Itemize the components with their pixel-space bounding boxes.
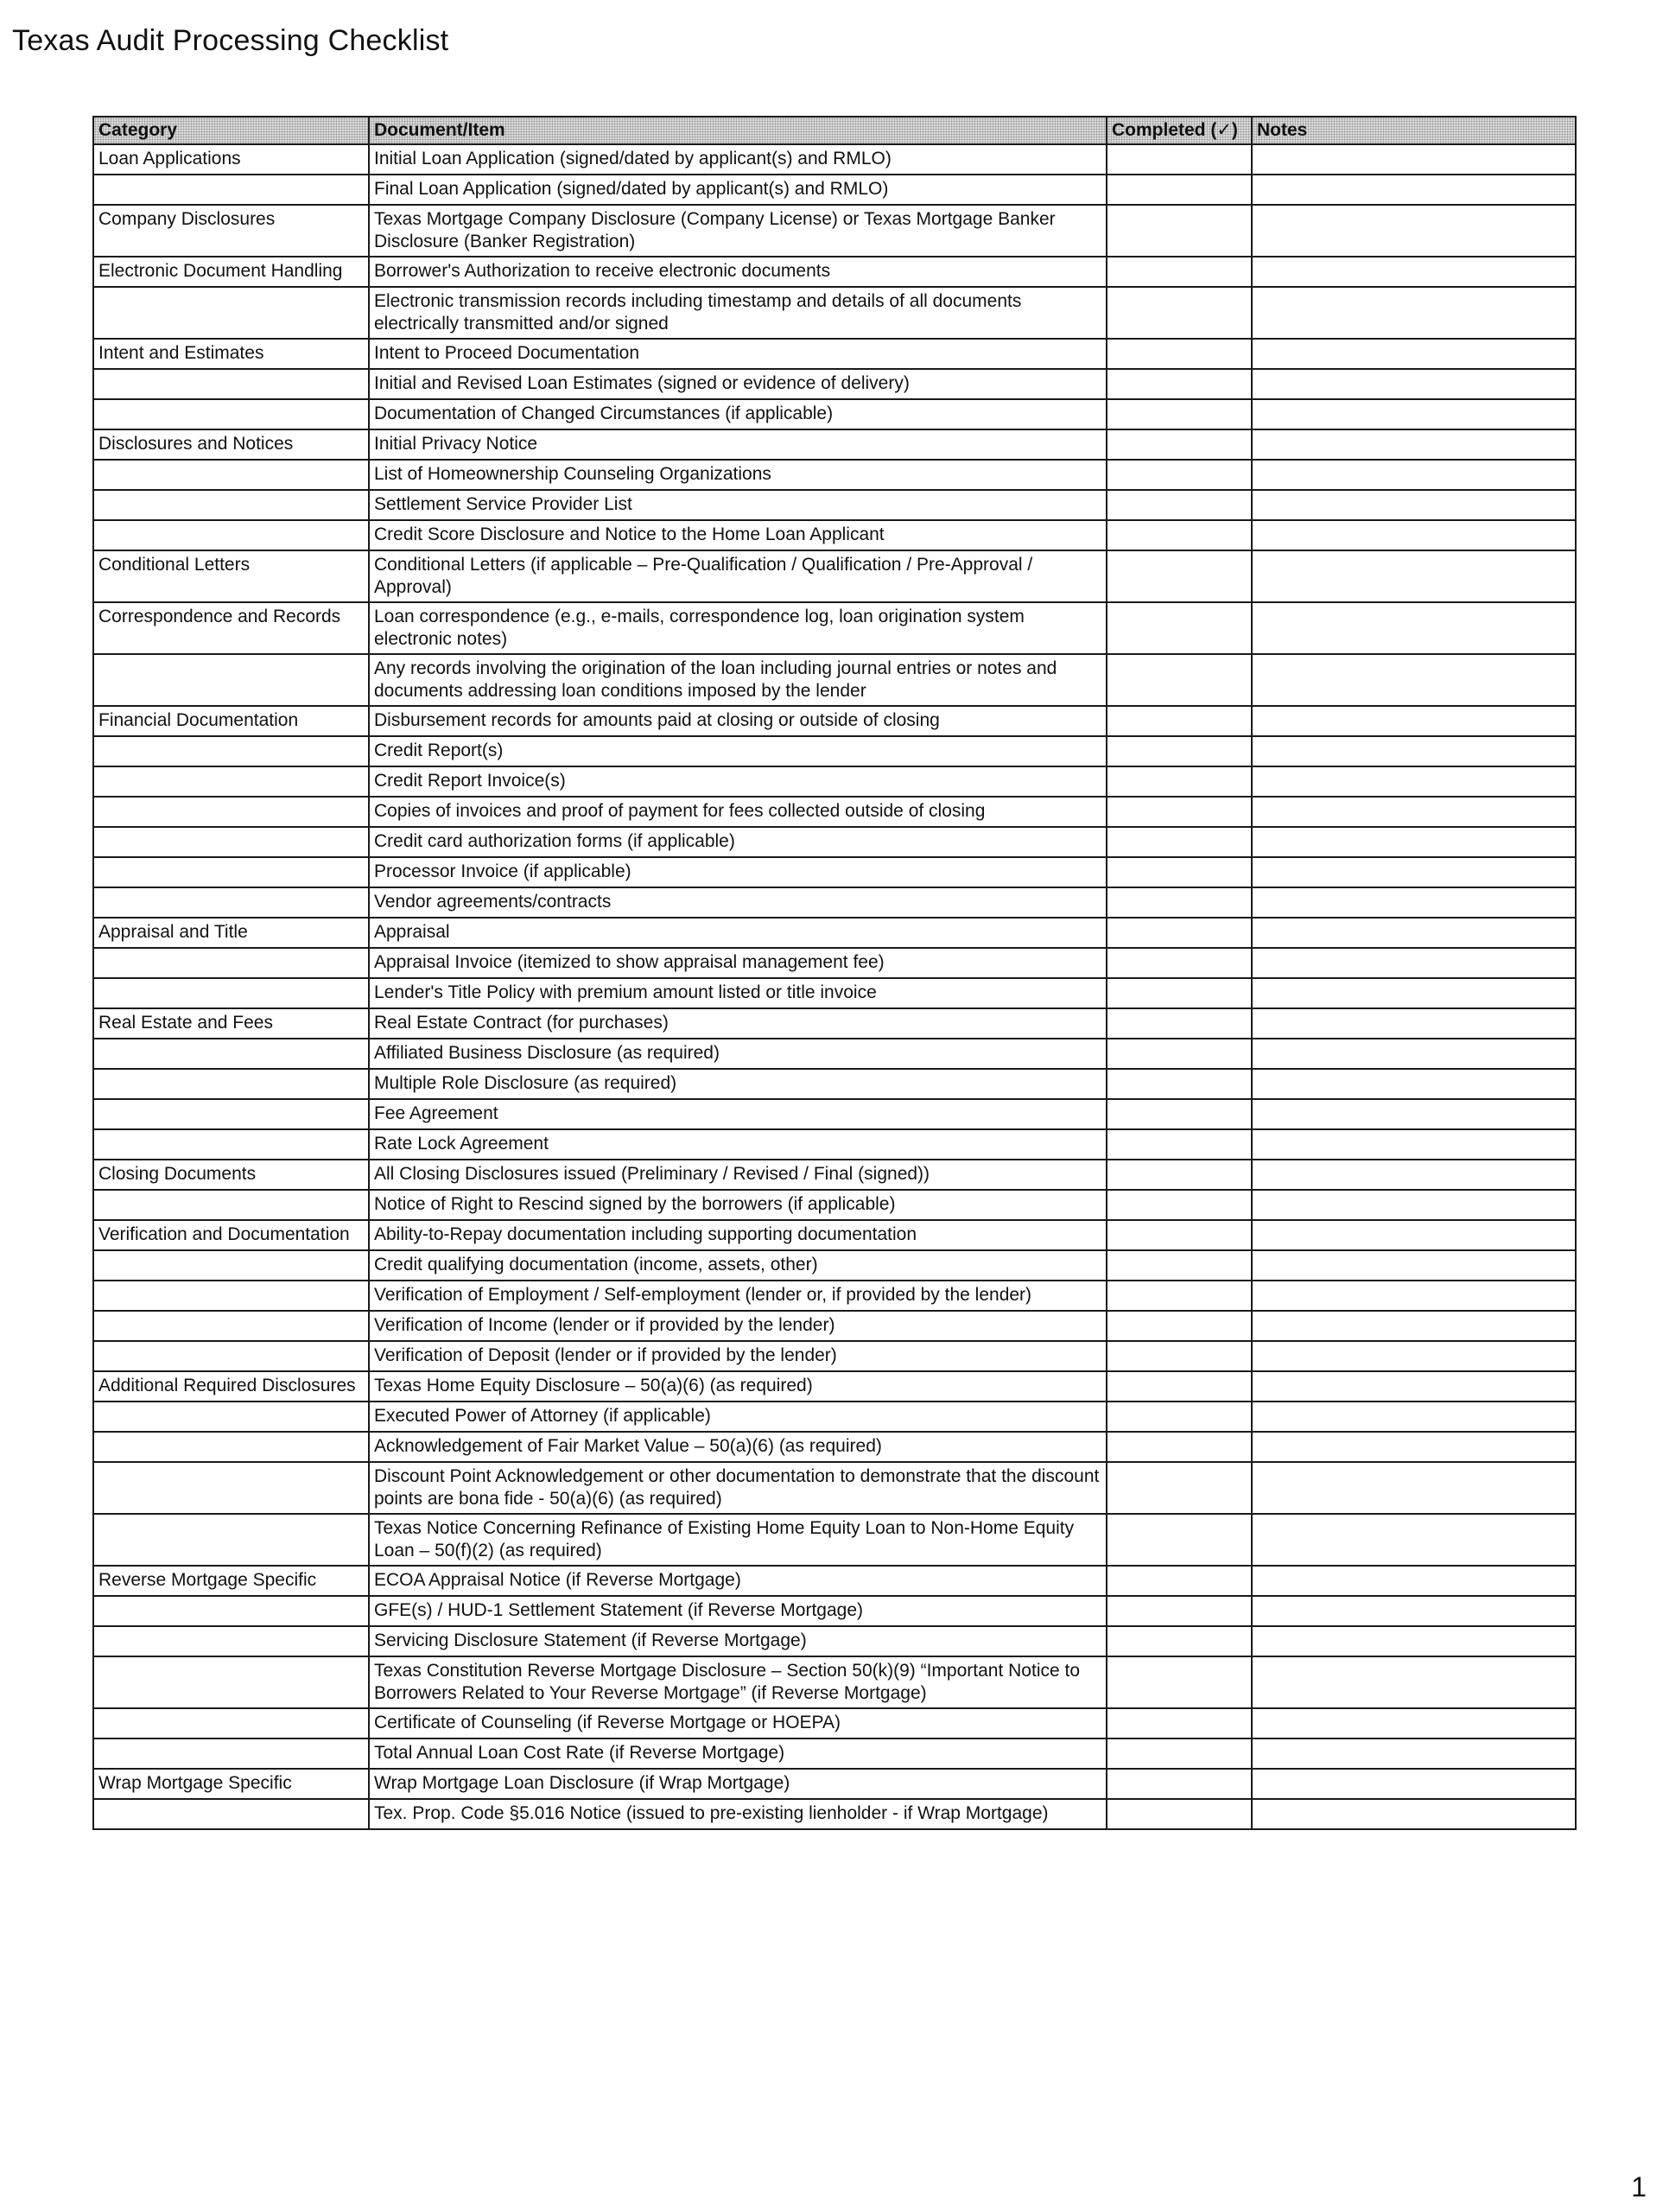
table-body	[93, 144, 1576, 1829]
notes-cell[interactable]	[1252, 1129, 1576, 1160]
category-cell	[93, 1462, 369, 1514]
document-item-cell: Initial Loan Application (signed/dated by applicant(s) and RMLO)	[369, 144, 1107, 175]
completed-checkbox-cell[interactable]	[1107, 1008, 1252, 1039]
notes-cell[interactable]	[1252, 827, 1576, 857]
completed-checkbox-cell[interactable]	[1107, 1514, 1252, 1566]
document-item-cell: List of Homeownership Counseling Organizations	[369, 460, 1107, 490]
category-cell	[93, 1799, 369, 1829]
notes-cell[interactable]	[1252, 550, 1576, 602]
table-row	[93, 1566, 1576, 1596]
table-row	[93, 550, 1576, 602]
category-cell	[93, 1069, 369, 1099]
table-row	[93, 1099, 1576, 1129]
completed-checkbox-cell[interactable]	[1107, 1596, 1252, 1626]
table-row	[93, 706, 1576, 736]
category-cell: Disclosures and Notices	[93, 429, 369, 460]
category-cell	[93, 399, 369, 429]
table-row	[93, 1039, 1576, 1069]
category-cell	[93, 1311, 369, 1341]
document-item-cell: Verification of Employment / Self-employment (lender or, if provided by the lender)	[369, 1281, 1107, 1311]
document-item-cell: Disbursement records for amounts paid at closing or outside of closing	[369, 706, 1107, 736]
completed-checkbox-cell[interactable]	[1107, 766, 1252, 797]
table-row	[93, 1708, 1576, 1738]
notes-cell[interactable]	[1252, 1566, 1576, 1596]
completed-checkbox-cell[interactable]	[1107, 1341, 1252, 1371]
document-item-cell: All Closing Disclosures issued (Preliminary / Revised / Final (signed))	[369, 1160, 1107, 1190]
category-cell: Intent and Estimates	[93, 339, 369, 369]
category-cell: Conditional Letters	[93, 550, 369, 602]
table-row	[93, 1656, 1576, 1708]
document-item-cell: Credit Report Invoice(s)	[369, 766, 1107, 797]
table-row	[93, 1069, 1576, 1099]
notes-cell[interactable]	[1252, 1514, 1576, 1566]
notes-cell[interactable]	[1252, 948, 1576, 978]
notes-cell[interactable]	[1252, 654, 1576, 706]
category-cell	[93, 287, 369, 339]
table-row	[93, 1371, 1576, 1402]
category-cell	[93, 369, 369, 399]
document-item-cell: Conditional Letters (if applicable – Pre-Qualification / Qualification / Pre-Approval / Approval)	[369, 550, 1107, 602]
category-cell	[93, 520, 369, 550]
document-item-cell: ECOA Appraisal Notice (if Reverse Mortgage)	[369, 1566, 1107, 1596]
notes-cell[interactable]	[1252, 1402, 1576, 1432]
document-item-cell: Any records involving the origination of the loan including journal entries or notes and documents addressing loan conditions imposed by the lender	[369, 654, 1107, 706]
completed-checkbox-cell[interactable]	[1107, 857, 1252, 887]
category-cell	[93, 1596, 369, 1626]
document-item-cell: Multiple Role Disclosure (as required)	[369, 1069, 1107, 1099]
category-cell: Loan Applications	[93, 144, 369, 175]
document-item-cell: Final Loan Application (signed/dated by applicant(s) and RMLO)	[369, 175, 1107, 205]
table-row	[93, 918, 1576, 948]
category-cell	[93, 1738, 369, 1769]
document-item-cell: Ability-to-Repay documentation including supporting documentation	[369, 1220, 1107, 1250]
completed-checkbox-cell[interactable]	[1107, 1160, 1252, 1190]
notes-cell[interactable]	[1252, 460, 1576, 490]
document-item-cell: Texas Mortgage Company Disclosure (Company License) or Texas Mortgage Banker Disclosure (Banker Registration)	[369, 205, 1107, 257]
notes-cell[interactable]	[1252, 887, 1576, 918]
notes-cell[interactable]	[1252, 1039, 1576, 1069]
category-cell	[93, 1708, 369, 1738]
category-cell: Correspondence and Records	[93, 602, 369, 654]
document-item-cell: Wrap Mortgage Loan Disclosure (if Wrap Mortgage)	[369, 1769, 1107, 1799]
completed-checkbox-cell[interactable]	[1107, 1190, 1252, 1220]
category-cell	[93, 736, 369, 766]
document-item-cell: Certificate of Counseling (if Reverse Mortgage or HOEPA)	[369, 1708, 1107, 1738]
completed-checkbox-cell[interactable]	[1107, 602, 1252, 654]
document-item-cell: Discount Point Acknowledgement or other documentation to demonstrate that the discount points are bona fide - 50(a)(6) (as required)	[369, 1462, 1107, 1514]
notes-cell[interactable]	[1252, 1626, 1576, 1656]
table-row	[93, 978, 1576, 1008]
completed-checkbox-cell[interactable]	[1107, 1129, 1252, 1160]
table-row	[93, 736, 1576, 766]
completed-checkbox-cell[interactable]	[1107, 399, 1252, 429]
category-cell	[93, 978, 369, 1008]
document-item-cell: Servicing Disclosure Statement (if Reverse Mortgage)	[369, 1626, 1107, 1656]
table-row	[93, 887, 1576, 918]
completed-checkbox-cell[interactable]	[1107, 1566, 1252, 1596]
document-item-cell: Settlement Service Provider List	[369, 490, 1107, 520]
document-item-cell: Texas Notice Concerning Refinance of Existing Home Equity Loan to Non-Home Equity Loan – 50(f)(2) (as required)	[369, 1514, 1107, 1566]
table-header-row	[93, 117, 1576, 144]
completed-checkbox-cell[interactable]	[1107, 1738, 1252, 1769]
notes-cell[interactable]	[1252, 175, 1576, 205]
notes-cell[interactable]	[1252, 1190, 1576, 1220]
notes-cell[interactable]	[1252, 706, 1576, 736]
page-title: Texas Audit Processing Checklist	[12, 24, 449, 57]
category-cell	[93, 827, 369, 857]
table-row	[93, 1160, 1576, 1190]
table-row	[93, 857, 1576, 887]
notes-cell[interactable]	[1252, 369, 1576, 399]
table-row	[93, 520, 1576, 550]
table-row	[93, 1281, 1576, 1311]
notes-cell[interactable]	[1252, 257, 1576, 287]
document-item-cell: Lender's Title Policy with premium amount listed or title invoice	[369, 978, 1107, 1008]
table-row	[93, 602, 1576, 654]
table-row	[93, 287, 1576, 339]
table-row	[93, 1250, 1576, 1281]
table-row	[93, 490, 1576, 520]
category-cell	[93, 1039, 369, 1069]
completed-checkbox-cell[interactable]	[1107, 797, 1252, 827]
notes-cell[interactable]	[1252, 399, 1576, 429]
category-cell: Verification and Documentation	[93, 1220, 369, 1250]
completed-checkbox-cell[interactable]	[1107, 1626, 1252, 1656]
notes-cell[interactable]	[1252, 1371, 1576, 1402]
table-row	[93, 1341, 1576, 1371]
completed-checkbox-cell[interactable]	[1107, 257, 1252, 287]
document-item-cell: Credit Report(s)	[369, 736, 1107, 766]
notes-cell[interactable]	[1252, 736, 1576, 766]
category-cell	[93, 948, 369, 978]
document-item-cell: Texas Constitution Reverse Mortgage Disclosure – Section 50(k)(9) “Important Notice to Borrowers Related to Your Reverse Mortgage” (if Reverse Mortgage)	[369, 1656, 1107, 1708]
document-item-cell: Appraisal Invoice (itemized to show appraisal management fee)	[369, 948, 1107, 978]
completed-checkbox-cell[interactable]	[1107, 1708, 1252, 1738]
document-item-cell: Verification of Deposit (lender or if provided by the lender)	[369, 1341, 1107, 1371]
notes-cell[interactable]	[1252, 797, 1576, 827]
notes-cell[interactable]	[1252, 1596, 1576, 1626]
table-row	[93, 205, 1576, 257]
document-item-cell: Notice of Right to Rescind signed by the borrowers (if applicable)	[369, 1190, 1107, 1220]
document-item-cell: Rate Lock Agreement	[369, 1129, 1107, 1160]
completed-checkbox-cell[interactable]	[1107, 827, 1252, 857]
notes-cell[interactable]	[1252, 429, 1576, 460]
table-row	[93, 1008, 1576, 1039]
table-row	[93, 1769, 1576, 1799]
category-cell	[93, 1656, 369, 1708]
category-cell	[93, 1281, 369, 1311]
table-row	[93, 1738, 1576, 1769]
notes-cell[interactable]	[1252, 857, 1576, 887]
notes-cell[interactable]	[1252, 766, 1576, 797]
completed-checkbox-cell[interactable]	[1107, 1311, 1252, 1341]
completed-checkbox-cell[interactable]	[1107, 1769, 1252, 1799]
notes-cell[interactable]	[1252, 339, 1576, 369]
category-cell	[93, 175, 369, 205]
category-cell	[93, 1514, 369, 1566]
category-cell	[93, 460, 369, 490]
completed-checkbox-cell[interactable]	[1107, 520, 1252, 550]
document-item-cell: Tex. Prop. Code §5.016 Notice (issued to pre-existing lienholder - if Wrap Mortgage)	[369, 1799, 1107, 1829]
completed-checkbox-cell[interactable]	[1107, 1099, 1252, 1129]
notes-cell[interactable]	[1252, 1708, 1576, 1738]
document-item-cell: Fee Agreement	[369, 1099, 1107, 1129]
document-item-cell: Processor Invoice (if applicable)	[369, 857, 1107, 887]
category-cell	[93, 1341, 369, 1371]
document-item-cell: Loan correspondence (e.g., e-mails, correspondence log, loan origination system electronic notes)	[369, 602, 1107, 654]
completed-checkbox-cell[interactable]	[1107, 887, 1252, 918]
category-cell	[93, 1190, 369, 1220]
table-row	[93, 1462, 1576, 1514]
table-row	[93, 1432, 1576, 1462]
completed-checkbox-cell[interactable]	[1107, 205, 1252, 257]
completed-checkbox-cell[interactable]	[1107, 1281, 1252, 1311]
category-cell	[93, 1250, 369, 1281]
completed-checkbox-cell[interactable]	[1107, 1371, 1252, 1402]
document-item-cell: Affiliated Business Disclosure (as required)	[369, 1039, 1107, 1069]
table-row	[93, 144, 1576, 175]
completed-checkbox-cell[interactable]	[1107, 736, 1252, 766]
completed-checkbox-cell[interactable]	[1107, 369, 1252, 399]
table-row	[93, 460, 1576, 490]
completed-checkbox-cell[interactable]	[1107, 918, 1252, 948]
document-item-cell: Documentation of Changed Circumstances (if applicable)	[369, 399, 1107, 429]
completed-checkbox-cell[interactable]	[1107, 144, 1252, 175]
category-cell	[93, 766, 369, 797]
notes-cell[interactable]	[1252, 1069, 1576, 1099]
page-number: 1	[1631, 2171, 1647, 2202]
table-row	[93, 797, 1576, 827]
category-cell	[93, 857, 369, 887]
notes-cell[interactable]	[1252, 1099, 1576, 1129]
notes-cell[interactable]	[1252, 1341, 1576, 1371]
category-cell	[93, 654, 369, 706]
category-cell: Company Disclosures	[93, 205, 369, 257]
completed-checkbox-cell[interactable]	[1107, 1220, 1252, 1250]
table-row	[93, 369, 1576, 399]
category-cell	[93, 797, 369, 827]
header-completed: Completed (✓)	[1107, 117, 1252, 144]
notes-cell[interactable]	[1252, 287, 1576, 339]
category-cell: Wrap Mortgage Specific	[93, 1769, 369, 1799]
completed-checkbox-cell[interactable]	[1107, 1069, 1252, 1099]
table-row	[93, 1129, 1576, 1160]
document-item-cell: Real Estate Contract (for purchases)	[369, 1008, 1107, 1039]
category-cell	[93, 1402, 369, 1432]
completed-checkbox-cell[interactable]	[1107, 339, 1252, 369]
completed-checkbox-cell[interactable]	[1107, 460, 1252, 490]
table-row	[93, 175, 1576, 205]
table-row	[93, 1626, 1576, 1656]
document-item-cell: Total Annual Loan Cost Rate (if Reverse Mortgage)	[369, 1738, 1107, 1769]
notes-cell[interactable]	[1252, 1311, 1576, 1341]
document-item-cell: Executed Power of Attorney (if applicable)	[369, 1402, 1107, 1432]
table-row	[93, 429, 1576, 460]
header-category: Category	[93, 117, 369, 144]
notes-cell[interactable]	[1252, 1656, 1576, 1708]
header-item: Document/Item	[369, 117, 1107, 144]
table-row	[93, 1596, 1576, 1626]
notes-cell[interactable]	[1252, 1008, 1576, 1039]
category-cell	[93, 1129, 369, 1160]
completed-checkbox-cell[interactable]	[1107, 654, 1252, 706]
category-cell	[93, 887, 369, 918]
notes-cell[interactable]	[1252, 144, 1576, 175]
completed-checkbox-cell[interactable]	[1107, 429, 1252, 460]
document-item-cell: Appraisal	[369, 918, 1107, 948]
category-cell	[93, 1432, 369, 1462]
table-row	[93, 1402, 1576, 1432]
completed-checkbox-cell[interactable]	[1107, 1462, 1252, 1514]
document-item-cell: Intent to Proceed Documentation	[369, 339, 1107, 369]
notes-cell[interactable]	[1252, 978, 1576, 1008]
table-row	[93, 1220, 1576, 1250]
completed-checkbox-cell[interactable]	[1107, 1656, 1252, 1708]
document-item-cell: Initial and Revised Loan Estimates (signed or evidence of delivery)	[369, 369, 1107, 399]
category-cell: Reverse Mortgage Specific	[93, 1566, 369, 1596]
document-item-cell: Credit qualifying documentation (income, assets, other)	[369, 1250, 1107, 1281]
completed-checkbox-cell[interactable]	[1107, 1402, 1252, 1432]
header-notes: Notes	[1252, 117, 1576, 144]
completed-checkbox-cell[interactable]	[1107, 978, 1252, 1008]
category-cell: Electronic Document Handling	[93, 257, 369, 287]
document-item-cell: Electronic transmission records including timestamp and details of all documents electrically transmitted and/or signed	[369, 287, 1107, 339]
completed-checkbox-cell[interactable]	[1107, 706, 1252, 736]
notes-cell[interactable]	[1252, 1799, 1576, 1829]
checklist-table	[92, 116, 1577, 1830]
document-item-cell: Verification of Income (lender or if provided by the lender)	[369, 1311, 1107, 1341]
completed-checkbox-cell[interactable]	[1107, 287, 1252, 339]
table-row	[93, 399, 1576, 429]
completed-checkbox-cell[interactable]	[1107, 550, 1252, 602]
category-cell: Financial Documentation	[93, 706, 369, 736]
table-row	[93, 1311, 1576, 1341]
table-row	[93, 766, 1576, 797]
category-cell: Additional Required Disclosures	[93, 1371, 369, 1402]
table-row	[93, 257, 1576, 287]
completed-checkbox-cell[interactable]	[1107, 1039, 1252, 1069]
completed-checkbox-cell[interactable]	[1107, 948, 1252, 978]
completed-checkbox-cell[interactable]	[1107, 490, 1252, 520]
document-item-cell: Copies of invoices and proof of payment for fees collected outside of closing	[369, 797, 1107, 827]
category-cell	[93, 1099, 369, 1129]
document-item-cell: Credit card authorization forms (if applicable)	[369, 827, 1107, 857]
table-row	[93, 1799, 1576, 1829]
category-cell: Closing Documents	[93, 1160, 369, 1190]
category-cell	[93, 490, 369, 520]
category-cell	[93, 1626, 369, 1656]
table-row	[93, 654, 1576, 706]
category-cell: Real Estate and Fees	[93, 1008, 369, 1039]
table-row	[93, 1514, 1576, 1566]
completed-checkbox-cell[interactable]	[1107, 1432, 1252, 1462]
notes-cell[interactable]	[1252, 602, 1576, 654]
table-row	[93, 948, 1576, 978]
notes-cell[interactable]	[1252, 520, 1576, 550]
completed-checkbox-cell[interactable]	[1107, 1799, 1252, 1829]
notes-cell[interactable]	[1252, 1738, 1576, 1769]
notes-cell[interactable]	[1252, 205, 1576, 257]
document-item-cell: Texas Home Equity Disclosure – 50(a)(6) (as required)	[369, 1371, 1107, 1402]
notes-cell[interactable]	[1252, 1462, 1576, 1514]
table-row	[93, 1190, 1576, 1220]
document-item-cell: Initial Privacy Notice	[369, 429, 1107, 460]
notes-cell[interactable]	[1252, 1220, 1576, 1250]
document-item-cell: Credit Score Disclosure and Notice to the Home Loan Applicant	[369, 520, 1107, 550]
document-item-cell: Acknowledgement of Fair Market Value – 50(a)(6) (as required)	[369, 1432, 1107, 1462]
notes-cell[interactable]	[1252, 1281, 1576, 1311]
notes-cell[interactable]	[1252, 490, 1576, 520]
notes-cell[interactable]	[1252, 1160, 1576, 1190]
table-row	[93, 827, 1576, 857]
document-item-cell: Borrower's Authorization to receive electronic documents	[369, 257, 1107, 287]
notes-cell[interactable]	[1252, 1769, 1576, 1799]
notes-cell[interactable]	[1252, 1432, 1576, 1462]
notes-cell[interactable]	[1252, 1250, 1576, 1281]
notes-cell[interactable]	[1252, 918, 1576, 948]
document-item-cell: Vendor agreements/contracts	[369, 887, 1107, 918]
completed-checkbox-cell[interactable]	[1107, 175, 1252, 205]
document-item-cell: GFE(s) / HUD-1 Settlement Statement (if Reverse Mortgage)	[369, 1596, 1107, 1626]
completed-checkbox-cell[interactable]	[1107, 1250, 1252, 1281]
category-cell: Appraisal and Title	[93, 918, 369, 948]
table-row	[93, 339, 1576, 369]
